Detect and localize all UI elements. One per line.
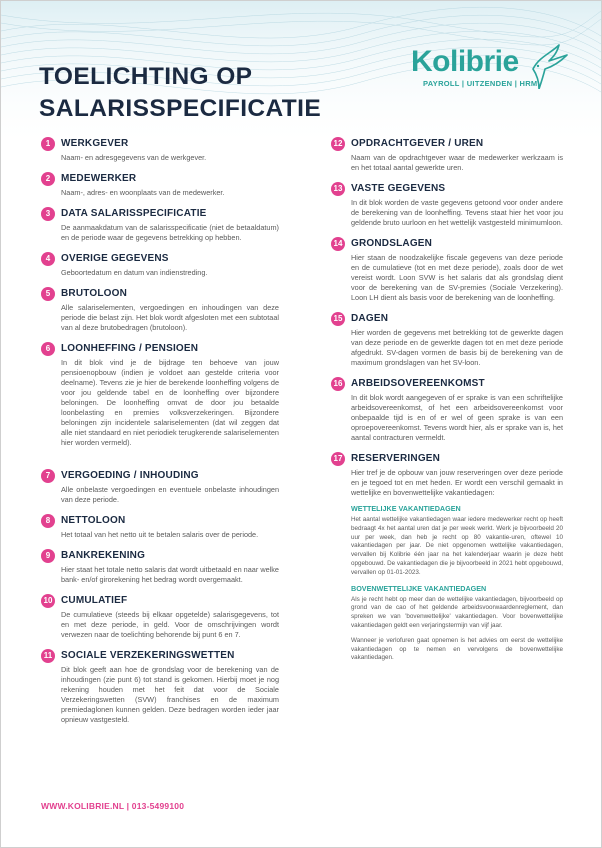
section-dagen (331, 313, 563, 368)
section-arbeidsovereenkomst (331, 378, 563, 443)
section-number: 14 (331, 237, 345, 251)
section-cumulatief (41, 595, 279, 640)
section-number: 9 (41, 549, 55, 563)
verlof-advies: Wanneer je verlofuren gaat opnemen is het advies om eerst de wettelijke vakantiedagen op te nemen en vervolgens de bovenwettelijke vakantiedagen. (351, 636, 563, 662)
bovenwettelijke-vakantiedagen-title: BOVENWETTELIJKE VAKANTIEDAGEN (351, 583, 487, 593)
section-title: RESERVERINGEN (351, 453, 441, 464)
section-title: BRUTOLOON (61, 288, 128, 299)
section-title: ARBEIDSOVEREENKOMST (351, 378, 485, 389)
section-vergoeding-inhouding (41, 470, 279, 505)
section-body: Het totaal van het netto uit te betalen salaris over de periode. (61, 530, 259, 539)
section-title: MEDEWERKER (61, 173, 137, 184)
section-number: 1 (41, 137, 55, 151)
section-title: VERGOEDING / INHOUDING (61, 470, 199, 481)
hummingbird-icon (529, 39, 569, 89)
section-title: WERKGEVER (61, 138, 129, 149)
section-body: Dit blok geeft aan hoe de grondslag voor de berekening van de inhoudingen (zie punt 6) tot stand is gekomen. Hierbij moet je nog rekening houden met het feit dat voor de Sociale Verzekeringswetten (SVW) franchises en de maximum premiedaglonen kunnen gelden. Deze bedragen worden ieder jaar opnieuw vastgesteld. (61, 665, 279, 724)
section-body: Alle salariselementen, vergoedingen en inhoudingen van deze periode die belast zijn. Het blok wordt afgesloten met een subtotaal van al deze brutobedragen (brutoloon). (61, 303, 279, 332)
section-nettoloon (41, 515, 279, 540)
section-number: 7 (41, 469, 55, 483)
section-number: 4 (41, 252, 55, 266)
section-number: 17 (331, 452, 345, 466)
section-brutoloon (41, 288, 279, 333)
page-title-line-2: SALARISSPECIFICATIE (39, 95, 322, 122)
kolibrie-logo (411, 39, 571, 95)
section-grondslagen (331, 238, 563, 303)
footer-contact[interactable]: WWW.KOLIBRIE.NL | 013-5499100 (41, 801, 185, 811)
section-medewerker (41, 173, 279, 198)
section-title: BANKREKENING (61, 550, 146, 561)
section-body: Hier staat het totale netto salaris dat wordt uitbetaald en naar welke bank- en/of girorekening het bedrag wordt overgemaakt. (61, 565, 279, 584)
section-werkgever (41, 138, 279, 163)
section-reserveringen (331, 453, 563, 663)
section-number: 11 (41, 649, 55, 663)
section-title: SOCIALE VERZEKERINGSWETTEN (61, 650, 235, 661)
logo-tagline: PAYROLL | UITZENDEN | HRM (423, 79, 538, 88)
section-vaste-gegevens (331, 183, 563, 228)
section-body: Hier worden de gegevens met betrekking tot de gewerkte dagen van deze periode en de gewerkte dagen tot en met deze periode afgedrukt. SV-dagen vormen de basis bij de berekening van de maximum grondslagen van het SV-loon. (351, 328, 563, 367)
page-title-line-1: TOELICHTING OP (39, 63, 253, 90)
left-column (41, 138, 279, 725)
section-title: LOONHEFFING / PENSIOEN (61, 343, 199, 354)
section-body: Hier staan de noodzakelijke fiscale gegevens van deze periode en de cumulatieve (tot en met deze periode), zoals door de wet vereist wordt. Loon SVW is het salaris dat als grondslag dient voor de berekening van de SV-premies (Sociale Verzekering). Loon LH dient als basis voor de berekening van de loonheffing. (351, 253, 563, 302)
section-number: 12 (331, 137, 345, 151)
section-body: Geboortedatum en datum van indienstreding. (61, 268, 208, 277)
section-body: In dit blok vind je de bijdrage ten behoeve van jouw pensioenopbouw (indien je voldoet aan gestelde criteria voor deelname). Tevens zie je hier de berekende loonheffing volgens de voor jou geldende tabel en de loonheffing over bijzondere beloningen. De loonheffing omvat de door jou betaalde loonbelasting en premies volksverzekeringen. Bijzondere beloningen zijn incidentele salariselementen (dat wil zeggen dat alle niet standaard en niet periodiek terugkerende salariselementen hier worden vermeld). (61, 358, 279, 447)
logo-name: Kolibrie (411, 45, 519, 78)
section-opdrachtgever-uren (331, 138, 563, 173)
section-bankrekening (41, 550, 279, 585)
section-title: OPDRACHTGEVER / UREN (351, 138, 484, 149)
section-number: 6 (41, 342, 55, 356)
section-title: DATA SALARISSPECIFICATIE (61, 208, 207, 219)
section-number: 15 (331, 312, 345, 326)
section-number: 5 (41, 287, 55, 301)
section-title: VASTE GEGEVENS (351, 183, 446, 194)
section-body: De cumulatieve (steeds bij elkaar opgetelde) salarisgegevens, tot en met deze periode, in geld. Voor de omschrijvingen wordt verwezen naar de toelichting behorende bij punt 6 en 7. (61, 610, 279, 639)
section-data-salarisspecificatie (41, 208, 279, 243)
section-overige-gegevens (41, 253, 279, 278)
section-body: Alle onbelaste vergoedingen en eventuele onbelaste inhoudingen van deze periode. (61, 485, 279, 504)
section-number: 3 (41, 207, 55, 221)
section-number: 8 (41, 514, 55, 528)
section-number: 16 (331, 377, 345, 391)
section-loonheffing-pensioen (41, 343, 279, 448)
section-number: 2 (41, 172, 55, 186)
right-column (331, 138, 563, 663)
section-title: OVERIGE GEGEVENS (61, 253, 169, 264)
section-number: 10 (41, 594, 55, 608)
section-body: In dit blok wordt aangegeven of er sprake is van een schriftelijke arbeidsovereenkomst, of het een arbeidsovereenkomst voor onbepaalde tijd is en of er wel of geen sprake is van een oproepovereenkomst. Tevens wordt hier, als er sprake van is, het aantal contracturen vermeldt. (351, 393, 563, 442)
section-sociale-verzekeringswetten (41, 650, 279, 725)
section-body: Hier tref je de opbouw van jouw reserveringen over deze periode en je tegoed tot en met heden. Er wordt een verschil gemaakt in wettelijke en bovenwettelijke vakantiedagen: (351, 468, 563, 497)
wettelijke-vakantiedagen-body: Het aantal wettelijke vakantiedagen waar iedere medewerker recht op heeft bedraagt 4x het aantal uren dat je per week werkt. Werk je bijvoorbeeld 20 uur per week, dan heb je recht op 80 vakantie-uren, oftewel 10 vakantiedagen per jaar. De niet opgenomen wettelijke vakantiedagen, vervallen bij Kolibrie één jaar na het kalenderjaar waarin je deze hebt opgebouwd. De vakantiedagen die je bijvoorbeeld in 2021 hebt opgebouwd, vervallen op 01-01-2023. (351, 516, 563, 576)
page-title (39, 61, 321, 125)
section-title: NETTOLOON (61, 515, 126, 526)
section-body: Naam-, adres- en woonplaats van de medewerker. (61, 188, 225, 197)
section-title: GRONDSLAGEN (351, 238, 433, 249)
section-title: DAGEN (351, 313, 389, 324)
wettelijke-vakantiedagen-title: WETTELIJKE VAKANTIEDAGEN (351, 504, 461, 513)
section-body: De aanmaakdatum van de salarisspecificatie (niet de betaaldatum) en de periode waar de gegevens betrekking op hebben. (61, 223, 279, 242)
bovenwettelijke-vakantiedagen-body: Als je recht hebt op meer dan de wettelijke vakantiedagen, bijvoorbeeld op grond van de cao of het geldende arbeidsvoorwaardenreglement, dan spreken we van 'bovenwettelijke' vakantiedagen. Voor bovenwettelijke vakantiedagen geldt een verjaringstermijn van vijf jaar. (351, 595, 563, 629)
section-body: Naam van de opdrachtgever waar de medewerker werkzaam is en het totaal aantal gewerkte uren. (351, 153, 563, 172)
section-body: In dit blok worden de vaste gegevens getoond voor onder andere de berekening van de loonheffing. Tevens staat hier het voor jou geldende bruto uurloon en het wettelijk vastgesteld minimumloon. (351, 198, 563, 227)
section-number: 13 (331, 182, 345, 196)
section-title: CUMULATIEF (61, 595, 128, 606)
section-body: Naam- en adresgegevens van de werkgever. (61, 153, 207, 162)
